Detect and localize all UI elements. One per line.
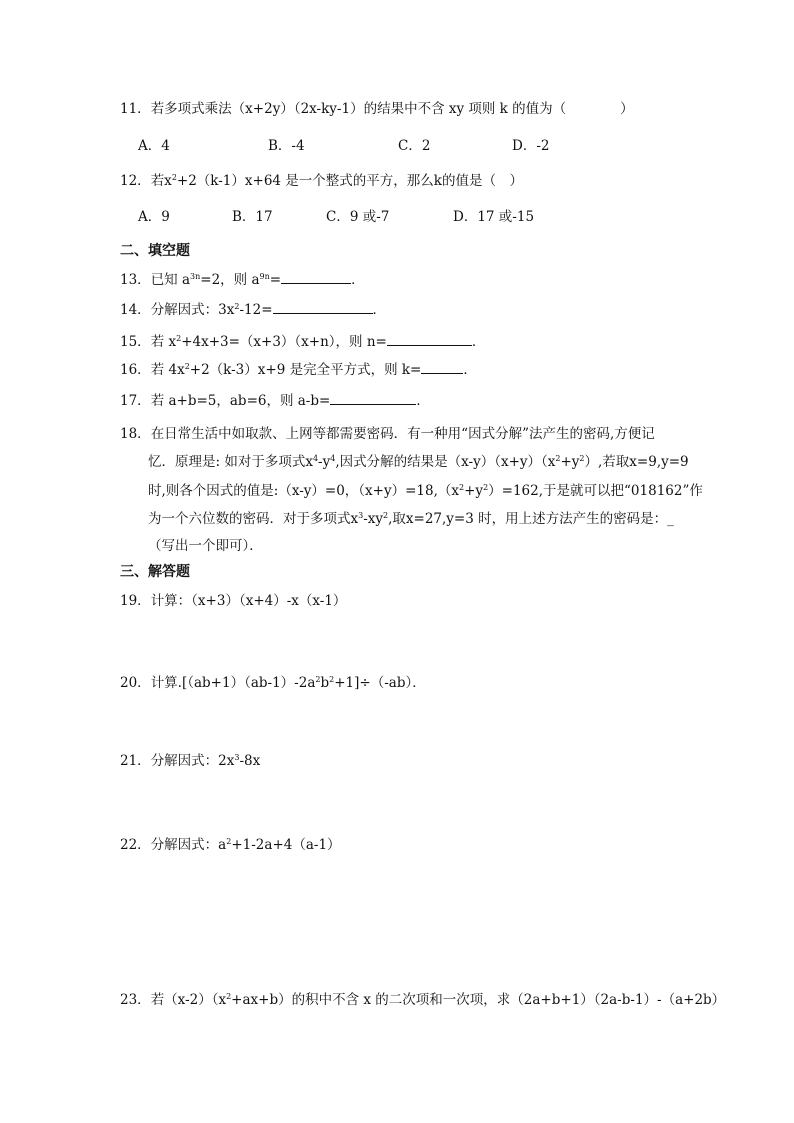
question-16 <box>120 359 477 380</box>
option-a: A．4 <box>138 138 170 154</box>
question-text: 若多项式乘法（x+2y）（2x-ky-1）的结果中不含 xy 项则 k 的值为（ <box>150 101 567 117</box>
period: ． <box>351 272 365 288</box>
option-b: B．17 <box>232 209 273 225</box>
question-text: 为一个六位数的密码．对于多项式x <box>148 511 359 527</box>
question-23 <box>120 990 725 1010</box>
question-17 <box>120 390 430 411</box>
question-number: 12． <box>120 173 151 189</box>
answer-blank[interactable] <box>273 299 373 314</box>
question-text: +y <box>560 454 580 470</box>
question-13 <box>120 269 365 290</box>
answer-blank[interactable] <box>421 359 463 374</box>
question-text: 计算.[（ab+1）（ab-1）-2a <box>150 675 316 691</box>
answer-blank[interactable] <box>387 331 472 346</box>
question-text: =2，则 a <box>200 272 260 288</box>
question-number: 22． <box>120 837 151 853</box>
question-text: +2（k-1）x+64 是一个整式的平方，那么k的值是（ ） <box>176 173 523 189</box>
question-19 <box>120 591 346 611</box>
question-number: 21． <box>120 753 151 769</box>
option-c: C．2 <box>398 138 431 154</box>
question-text: ,取x=27,y=3 时，用上述方法产生的密码是：_ <box>388 511 674 527</box>
question-number: 20． <box>120 675 151 691</box>
superscript: 2 <box>315 675 321 684</box>
answer-blank[interactable] <box>281 269 351 284</box>
option-c: C．9 或-7 <box>326 209 390 225</box>
question-number: 14． <box>120 302 151 318</box>
question-number: 15． <box>120 334 151 350</box>
superscript: 3 <box>358 511 364 520</box>
question-text: +y <box>464 483 484 499</box>
superscript: 2 <box>234 302 240 311</box>
question-20 <box>120 673 426 693</box>
period: ． <box>471 334 486 350</box>
question-12 <box>120 171 523 191</box>
superscript: 9n <box>259 272 270 281</box>
period: ． <box>416 393 430 409</box>
superscript: 2 <box>579 454 585 463</box>
question-text: 若 x <box>150 334 177 350</box>
question-number: 17． <box>120 393 151 409</box>
question-number: 11． <box>120 101 151 117</box>
question-22 <box>120 835 341 855</box>
question-text: b <box>320 675 330 691</box>
question-text: +4x+3=（x+3）（x+n），则 n= <box>181 334 387 350</box>
question-18-line-2 <box>148 452 689 472</box>
question-14 <box>120 299 386 320</box>
option-d: D．-2 <box>512 138 550 154</box>
answer-blank[interactable] <box>330 390 416 405</box>
question-text: 已知 a <box>150 272 191 288</box>
question-text: 分解因式：a <box>150 837 227 853</box>
period: ． <box>372 302 387 318</box>
question-text: +ax+b）的积中不含 x 的二次项和一次项，求（2a+b+1）（2a-b-1）-（a+2b） <box>231 992 726 1008</box>
question-text: -12= <box>239 302 273 318</box>
question-text: +1-2a+4（a-1） <box>231 837 341 853</box>
question-text: 分解因式：3x <box>150 302 235 318</box>
option-d: D．17 或-15 <box>453 209 535 225</box>
question-text: ,因式分解的结果是（x-y）（x+y）（x <box>335 454 556 470</box>
superscript: 2 <box>383 511 389 520</box>
question-18-line-4 <box>148 509 674 529</box>
superscript: 2 <box>329 675 335 684</box>
superscript: 4 <box>312 454 319 463</box>
superscript: 2 <box>483 483 489 492</box>
option-b: B．-4 <box>268 138 305 154</box>
question-text: 忆．原理是: 如对于多项式x <box>148 454 313 470</box>
question-text: +2（k-3）x+9 是完全平方式，则 k= <box>189 362 422 378</box>
superscript: 2 <box>171 173 177 182</box>
superscript: 3n <box>190 272 201 281</box>
superscript: 4 <box>330 454 336 463</box>
paren-close: ） <box>620 101 634 117</box>
question-number: 19． <box>120 593 151 609</box>
question-text: = <box>269 272 282 288</box>
question-number: 18． <box>120 426 151 442</box>
question-text: 计算：（x+3）（x+4）-x（x-1） <box>150 593 347 609</box>
superscript: 3 <box>234 753 240 762</box>
question-text: 若x <box>150 173 172 189</box>
superscript: 2 <box>226 837 232 846</box>
section-heading-solve: 三、解答题 <box>120 564 190 580</box>
question-text: +1]÷（-ab）． <box>334 675 426 691</box>
question-text: 时,则各个因式的值是:（x-y）=0，（x+y）=18,（x <box>148 483 460 499</box>
question-text: 分解因式：2x <box>150 753 235 769</box>
question-text: 若（x-2）（x <box>150 992 227 1008</box>
question-number: 23． <box>120 992 151 1008</box>
question-text: ）=162,于是就可以把“018162”作 <box>488 483 703 499</box>
question-number: 13． <box>120 272 151 288</box>
question-text: 在日常生活中如取款、上网等都需要密码．有一种用“因式分解”法产生的密码,方便记 <box>150 426 655 442</box>
question-text: 若 a+b=5，ab=6，则 a-b= <box>150 393 331 409</box>
option-a: A．9 <box>138 209 170 225</box>
question-11 <box>120 99 634 119</box>
superscript: 2 <box>226 992 232 1001</box>
period: ． <box>463 362 477 378</box>
superscript: 2 <box>459 483 465 492</box>
question-21 <box>120 751 260 771</box>
question-text: ）,若取x=9,y=9 <box>584 454 689 470</box>
superscript: 2 <box>176 334 182 343</box>
question-number: 16． <box>120 362 151 378</box>
question-text: -xy <box>363 511 384 527</box>
question-15 <box>120 331 485 352</box>
question-text: -8x <box>239 753 261 769</box>
question-18-line-1 <box>120 424 655 444</box>
question-18-line-3 <box>148 481 703 501</box>
question-text: -y <box>318 454 331 470</box>
superscript: 2 <box>184 362 190 371</box>
superscript: 2 <box>555 454 561 463</box>
question-text: 若 4x <box>150 362 185 378</box>
section-heading-fill-in: 二、填空题 <box>120 243 190 259</box>
question-18-line-5: （写出一个即可）． <box>148 538 263 554</box>
